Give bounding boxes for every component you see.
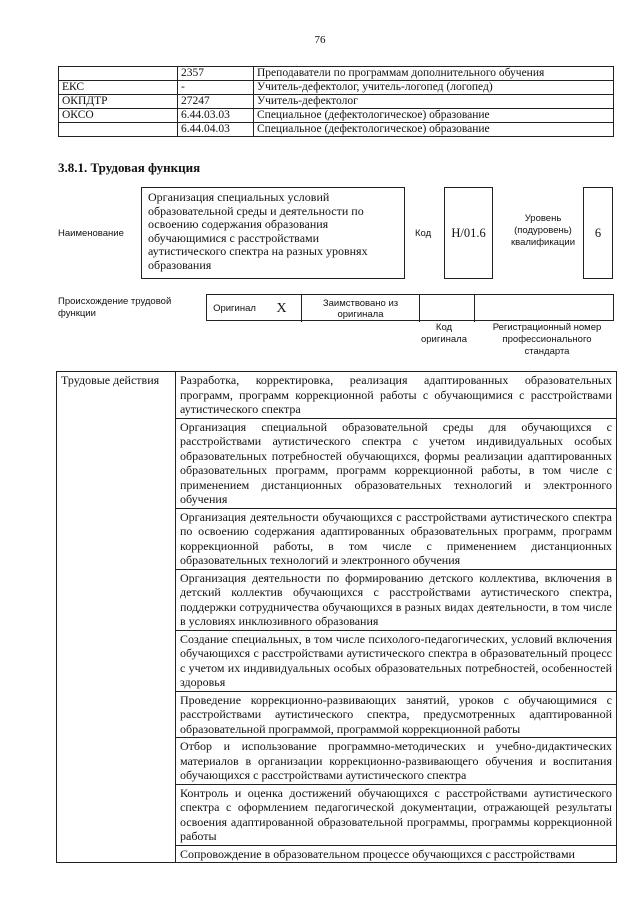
borrowed-label: Заимствовано из оригинала [302, 295, 420, 322]
labor-action-item: Организация деятельности обучающихся с расстройствами аутистического спектра по освоению содержания адаптированных образовательных программ, программ коррекционной работы, в том числе с применением дистанционных образовательных технологий и электронного обучения [176, 508, 617, 569]
level-label: Уровень (подуровень) квалификации [510, 213, 576, 248]
code-label: ОКСО [59, 109, 178, 123]
labor-action-item: Отбор и использование программно-методических и учебно-дидактических материалов в организации коррекционно-развивающего обучения и воспитания обучающихся с расстройствами аутистического спектра [176, 738, 617, 785]
code-value: - [178, 81, 254, 95]
function-code: H/01.6 [444, 187, 493, 279]
table-row [59, 81, 614, 95]
labor-action-item: Организация специальной образовательной среды для обучающихся с расстройствами аутистического спектра с учетом индивидуальных особых образовательных потребностей обучающихся, формы реализации адаптированных образовательных программ, программ коррекционной работы, в том числе с применением дистанционных образовательных технологий и электронного обучения [176, 418, 617, 508]
code-title: Специальное (дефектологическое) образование [254, 109, 614, 123]
labor-actions-table [56, 371, 617, 863]
function-name: Организация специальных условий образовательной среды и деятельности по освоению содержания образования обучающимися с расстройствами аутистического спектра на разных уровнях образования [141, 187, 405, 279]
reg-number-cell [475, 295, 614, 322]
code-value: 27247 [178, 95, 254, 109]
original-code-cell [420, 295, 475, 322]
origin-label: Происхождение трудовой функции [58, 296, 172, 319]
code-title: Учитель-дефектолог, учитель-логопед (логопед) [254, 81, 614, 95]
labor-action-item: Сопровождение в образовательном процессе обучающихся с расстройствами [176, 845, 617, 863]
labor-actions-label: Трудовые действия [57, 372, 176, 863]
original-label: Оригинал [213, 303, 256, 314]
code-label: Код [415, 228, 432, 239]
code-value: 6.44.04.03 [178, 123, 254, 137]
code-title: Специальное (дефектологическое) образование [254, 123, 614, 137]
table-row [59, 67, 614, 81]
code-title: Учитель-дефектолог [254, 95, 614, 109]
table-row [57, 372, 617, 419]
origin-row [206, 294, 614, 321]
name-label: Наименование [58, 228, 124, 239]
original-mark: X [262, 295, 302, 322]
labor-action-item: Контроль и оценка достижений обучающихся с расстройствами аутистического спектра с оформлением педагогической документации, отражающей результаты освоения адаптированной образовательной программы, программы коррекционной работы [176, 784, 617, 845]
code-label: ОКПДТР [59, 95, 178, 109]
table-row [59, 95, 614, 109]
codes-table [58, 66, 614, 137]
labor-action-item: Разработка, корректировка, реализация адаптированных образовательных программ, программ коррекционной работы с обучающимися с расстройствами аутистического спектра [176, 372, 617, 419]
page-number: 76 [314, 34, 326, 46]
code-label [59, 123, 178, 137]
reg-number-label: Регистрационный номер профессионального стандарта [492, 322, 602, 357]
code-label [59, 67, 178, 81]
section-title: 3.8.1. Трудовая функция [58, 160, 201, 175]
qualification-level: 6 [583, 187, 613, 279]
labor-action-item: Проведение коррекционно-развивающих занятий, уроков с обучающимися с расстройствами аутистического спектра, предусмотренных адаптированной образовательной программой, программой коррекционной работы [176, 691, 617, 738]
code-value: 2357 [178, 67, 254, 81]
labor-action-item: Создание специальных, в том числе психолого-педагогических, условий включения обучающихся с расстройствами аутистического спектра в образовательный процесс с учетом их индивидуальных особых образовательных потребностей, особенностей здоровья [176, 630, 617, 691]
code-title: Преподаватели по программам дополнительного обучения [254, 67, 614, 81]
labor-action-item: Организация деятельности по формированию детского коллектива, включения в детский коллектив обучающихся с расстройствами аутистического спектра, поддержки сотрудничества обучающихся в разных видах деятельности, в том числе в условиях инклюзивного образования [176, 569, 617, 630]
code-value: 6.44.03.03 [178, 109, 254, 123]
code-original-label: Код оригинала [420, 322, 467, 345]
code-label: ЕКС [59, 81, 178, 95]
table-row [59, 109, 614, 123]
table-row [59, 123, 614, 137]
